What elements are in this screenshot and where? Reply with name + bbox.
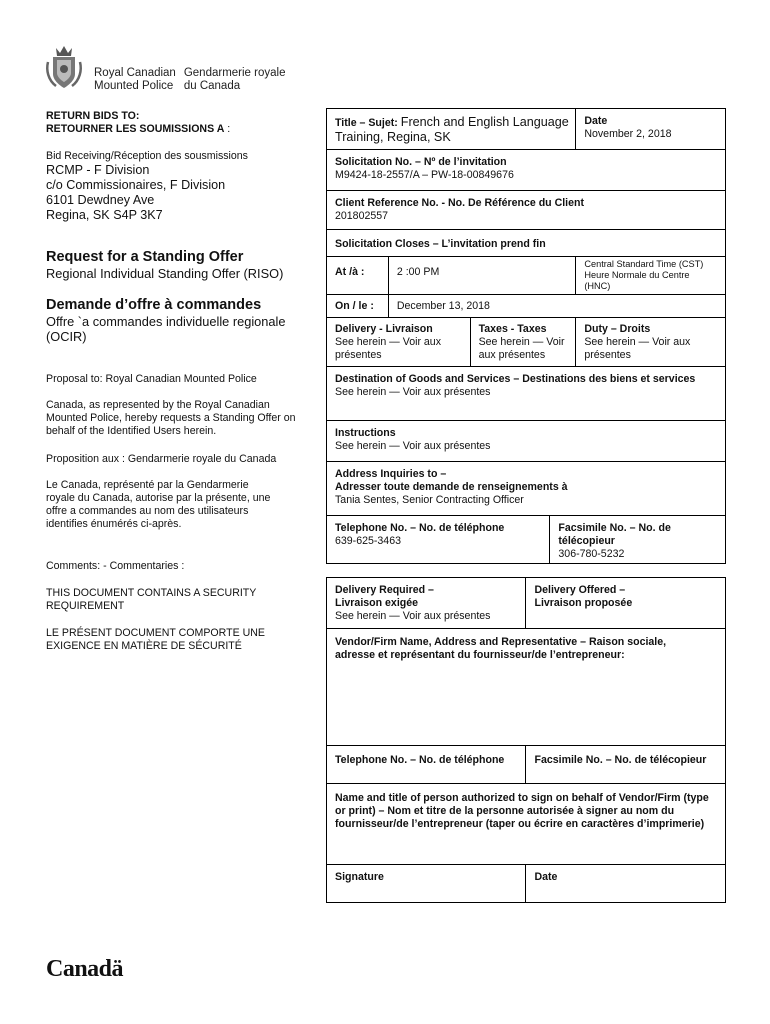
destination-label: Destination of Goods and Services – Destinations des biens et services (335, 373, 696, 385)
on-label: On / le : (335, 300, 374, 312)
vendor-facsimile-field[interactable] (526, 746, 726, 784)
authorized-signer-label: Name and title of person authorized to sign on behalf of Vendor/Firm (type or print) – Nom et titre de la personne autorisée à signer au nom du fournisseur/de l’entrepreneur (taper ou écrire en caractères d’imprimerie) (335, 792, 709, 830)
duty-cell (576, 318, 726, 367)
rcmp-crest-icon (44, 44, 84, 90)
comments-label: Comments: - Commentaries : (46, 560, 185, 572)
at-label: At /à : (335, 266, 365, 278)
vendor-facsimile-label: Facsimile No. – No. de télécopieur (534, 754, 707, 766)
taxes-label: Taxes - Taxes (478, 323, 547, 335)
taxes-value: See herein — Voir aux présentes (478, 336, 565, 361)
doc-title-fr: Demande d’offre à commandes (46, 297, 262, 313)
client-reference-label: Client Reference No. - No. De Référence du Client (335, 197, 585, 209)
time-zone-abbr: (HNC) (584, 281, 611, 291)
address-line-3: 6101 Dewdney Ave (46, 193, 155, 207)
rso-title: Request for a Standing Offer (46, 249, 244, 265)
destination-cell (327, 367, 726, 421)
canada-statement-en: Canada, as represented by the Royal Canadian Mounted Police, hereby requests a Standing Offer on behalf of the Identified Users herein. (46, 399, 296, 437)
title-cell (327, 109, 576, 150)
delivery-value: See herein — Voir aux présentes (335, 336, 441, 361)
delivery-required-cell (327, 578, 526, 629)
canada-wordmark (46, 956, 123, 983)
proposal-to: Proposal to: Royal Canadian Mounted Police (46, 373, 257, 385)
org-name-en-1: Royal Canadian (94, 67, 176, 79)
signature-date-field[interactable] (526, 865, 726, 903)
org-name-en-2: Mounted Police (94, 80, 174, 92)
signature-date-label: Date (534, 871, 558, 883)
address-line-2: c/o Commissionaires, F Division (46, 178, 226, 192)
delivery-offered-label-fr: Livraison proposée (534, 597, 633, 609)
duty-label: Duty – Droits (584, 323, 651, 335)
address-inquiries-value: Tania Sentes, Senior Contracting Officer (335, 494, 524, 506)
doc-subtitle-fr-1: Offre `a commandes individuelle regionale (46, 314, 286, 329)
closing-time-value: 2 :00 PM (396, 266, 440, 278)
delivery-offered-cell[interactable] (526, 578, 726, 629)
return-bids-en: RETURN BIDS TO: (46, 110, 140, 122)
return-bids-fr-colon: : (224, 123, 231, 135)
bid-receiving-block (46, 150, 296, 223)
vendor-telephone-field[interactable] (327, 746, 526, 784)
vendor-telephone-label: Telephone No. – No. de téléphone (335, 754, 505, 766)
address-inquiries-label-en: Address Inquiries to – (335, 468, 447, 480)
vendor-info-label: Vendor/Firm Name, Address and Representative – Raison sociale, adresse et représentant du fournisseur/de l’entrepreneur: (335, 636, 667, 661)
telephone-value: 639-625-3463 (335, 535, 401, 547)
vendor-info-field[interactable] (327, 629, 726, 746)
client-reference-value: 201802557 (335, 210, 389, 222)
security-notice-fr: LE PRÉSENT DOCUMENT COMPORTE UNE EXIGENCE EN MATIÈRE DE SÉCURITÉ (46, 627, 265, 652)
time-zone-fr: Heure Normale du Centre (584, 270, 690, 280)
delivery-required-value: See herein — Voir aux présentes (335, 610, 491, 622)
address-line-1: RCMP - F Division (46, 163, 150, 177)
at-value-cell (388, 257, 575, 295)
closing-date-value: December 13, 2018 (396, 300, 490, 312)
instructions-cell (327, 421, 726, 462)
doc-title-block (46, 297, 296, 344)
organization-name (94, 67, 285, 93)
date-value: November 2, 2018 (584, 128, 672, 140)
client-reference-cell (327, 191, 726, 230)
taxes-cell (470, 318, 576, 367)
rso-block (46, 249, 296, 281)
time-zone-en: Central Standard Time (CST) (584, 259, 704, 269)
telephone-label: Telephone No. – No. de téléphone (335, 522, 505, 534)
instructions-label: Instructions (335, 427, 396, 439)
delivery-cell (327, 318, 471, 367)
time-zone-cell (576, 257, 726, 295)
solicitation-closes-cell (327, 230, 726, 257)
security-notice-en: THIS DOCUMENT CONTAINS A SECURITY REQUIREMENT (46, 587, 257, 612)
delivery-label: Delivery - Livraison (335, 323, 433, 335)
solicitation-number-cell (327, 150, 726, 191)
delivery-required-label-fr: Livraison exigée (335, 597, 419, 609)
facsimile-cell (550, 516, 726, 564)
signature-label: Signature (335, 871, 384, 883)
delivery-required-label-en: Delivery Required – (335, 584, 434, 596)
address-inquiries-cell (327, 462, 726, 516)
instructions-value: See herein — Voir aux présentes (335, 440, 491, 452)
proposition-aux: Proposition aux : Gendarmerie royale du Canada (46, 453, 277, 465)
date-cell (576, 109, 726, 150)
org-name-fr-1: Gendarmerie royale (183, 67, 286, 79)
date-label: Date (584, 115, 608, 127)
rso-subtitle: Regional Individual Standing Offer (RISO) (46, 266, 284, 281)
title-value: French and English Language Training, Regina, SK (335, 115, 569, 144)
on-value-cell (388, 295, 725, 318)
on-label-cell (327, 295, 389, 318)
delivery-offered-label-en: Delivery Offered – (534, 584, 626, 596)
canada-wordmark-text: Canadä (46, 956, 124, 982)
vendor-form-table (326, 577, 726, 903)
org-name-fr-2: du Canada (183, 80, 241, 92)
authorized-signer-field[interactable] (327, 784, 726, 865)
bid-receiving-label: Bid Receiving/Réception des sousmissions (46, 150, 248, 162)
solicitation-closes-label: Solicitation Closes – L’invitation prend fin (335, 238, 546, 250)
return-bids-fr: RETOURNER LES SOUMISSIONS A (46, 123, 225, 135)
duty-value: See herein — Voir aux présentes (584, 336, 691, 361)
canada-statement-fr: Le Canada, représenté par la Gendarmerie royale du Canada, autorise par la présente, une offre a commandes au nom des utilisateurs identifies énumérés ci-après. (46, 479, 271, 530)
facsimile-label: Facsimile No. – No. de télécopieur (558, 522, 671, 547)
solicitation-form-table (326, 108, 726, 564)
facsimile-value: 306-780-5232 (558, 548, 625, 560)
return-bids-block (46, 110, 296, 136)
solicitation-number-label: Solicitation No. – Nº de l’invitation (335, 156, 507, 168)
telephone-cell (327, 516, 550, 564)
doc-subtitle-fr-2: (OCIR) (46, 329, 87, 344)
title-label: Title – Sujet: (335, 117, 398, 129)
signature-field[interactable] (327, 865, 526, 903)
solicitation-number-value: M9424-18-2557/A – PW-18-00849676 (335, 169, 514, 181)
address-line-4: Regina, SK S4P 3K7 (46, 208, 163, 222)
destination-value: See herein — Voir aux présentes (335, 386, 491, 398)
at-label-cell (327, 257, 389, 295)
address-inquiries-label-fr: Adresser toute demande de renseignements à (335, 481, 568, 493)
